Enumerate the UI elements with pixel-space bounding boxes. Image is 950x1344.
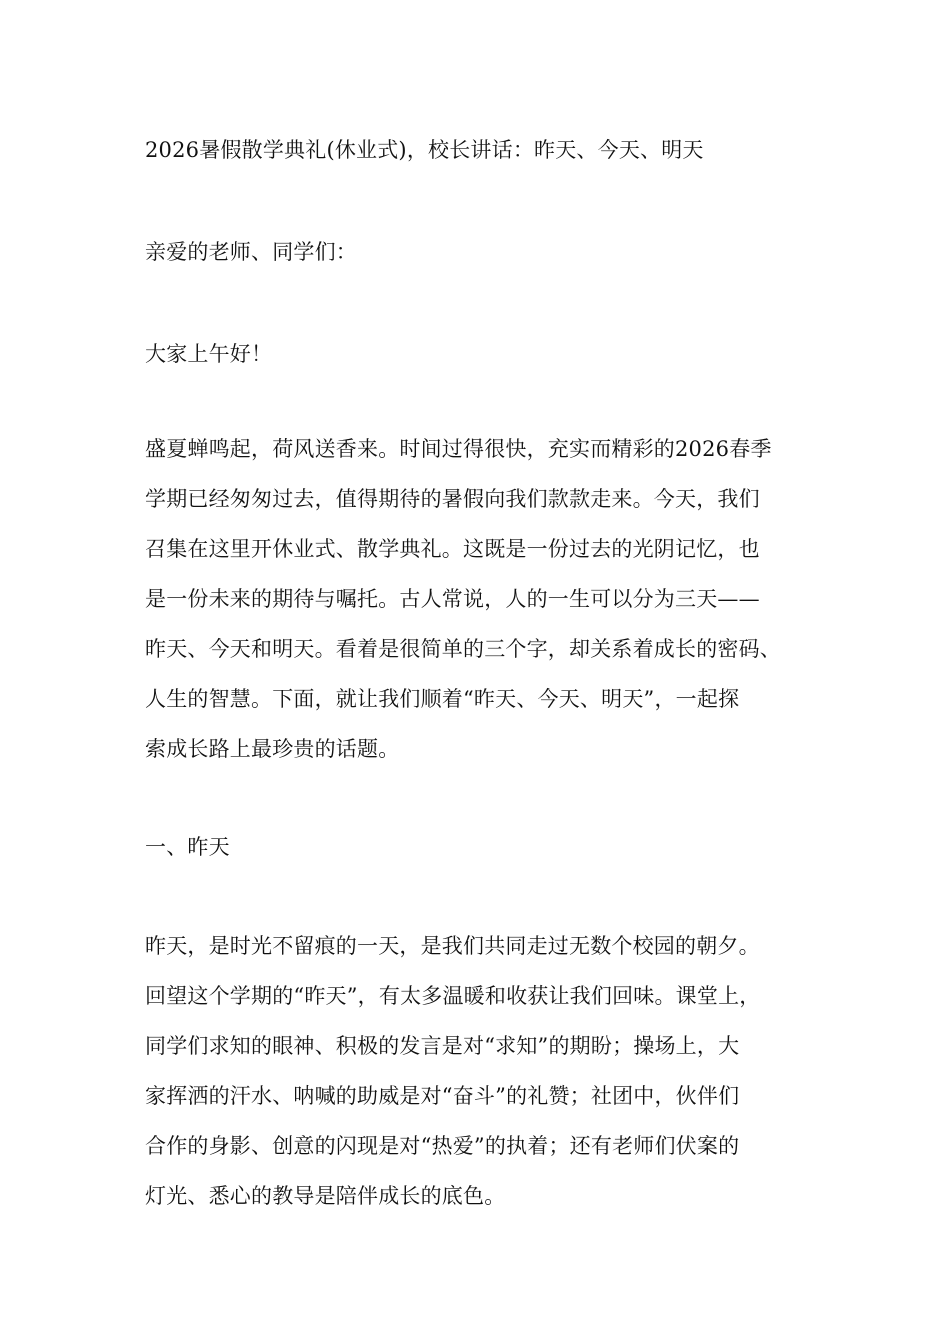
paragraph-line: 昨天、今天和明天。看着是很简单的三个字，却关系着成长的密码、 [145,637,781,661]
paragraph-line: 索成长路上最珍贵的话题。 [145,737,400,761]
greeting: 大家上午好！ [145,342,273,366]
section-heading-yesterday: 一、昨天 [145,835,230,859]
paragraph-line: 是一份未来的期待与嘱托。古人常说，人的一生可以分为三天—— [145,587,760,611]
paragraph-line: 盛夏蝉鸣起，荷风送香来。时间过得很快，充实而精彩的2026春季 [145,437,772,461]
paragraph-line: 同学们求知的眼神、积极的发言是对“求知”的期盼；操场上，大 [145,1034,740,1058]
document-title: 2026暑假散学典礼(休业式)，校长讲话：昨天、今天、明天 [145,138,704,162]
paragraph-line: 灯光、悉心的教导是陪伴成长的底色。 [145,1184,506,1208]
paragraph-line: 学期已经匆匆过去，值得期待的暑假向我们款款走来。今天，我们 [145,487,760,511]
paragraph-line: 回望这个学期的“昨天”，有太多温暖和收获让我们回味。课堂上， [145,984,761,1008]
paragraph-line: 家挥洒的汗水、呐喊的助威是对“奋斗”的礼赞；社团中，伙伴们 [145,1084,740,1108]
paragraph-line: 召集在这里开休业式、散学典礼。这既是一份过去的光阴记忆，也 [145,537,760,561]
paragraph-line: 人生的智慧。下面，就让我们顺着“昨天、今天、明天”，一起探 [145,687,740,711]
salutation: 亲爱的老师、同学们： [145,240,357,264]
paragraph-line: 昨天，是时光不留痕的一天，是我们共同走过无数个校园的朝夕。 [145,934,760,958]
paragraph-line: 合作的身影、创意的闪现是对“热爱”的执着；还有老师们伏案的 [145,1134,740,1158]
